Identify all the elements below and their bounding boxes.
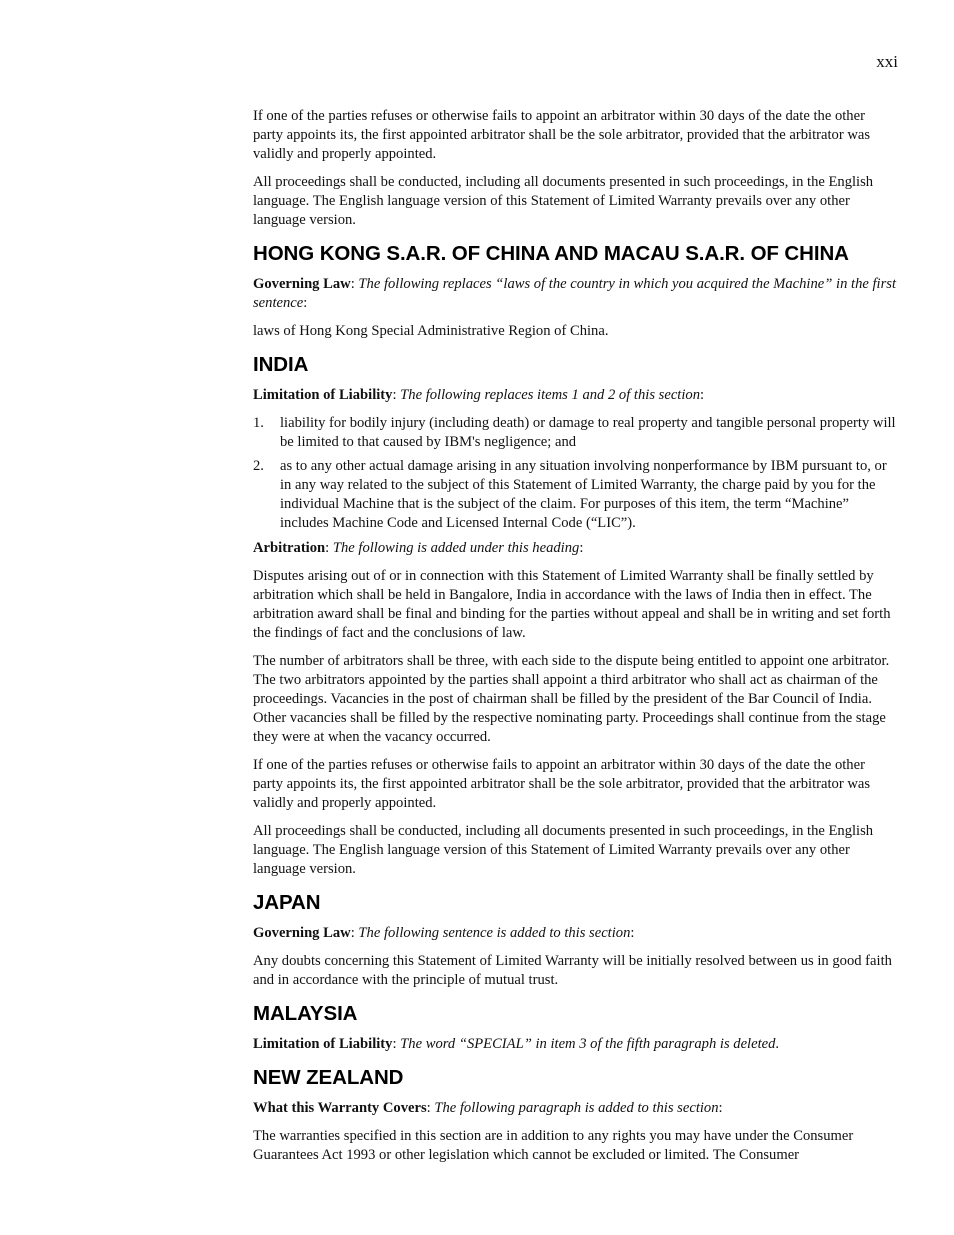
clause-separator: : — [392, 387, 401, 403]
clause-term: Limitation of Liability — [253, 1036, 393, 1052]
section-heading-malaysia: MALAYSIA — [253, 1002, 358, 1025]
paragraph: If one of the parties refuses or otherwise fails to appoint an arbitrator within 30 days of the date the other party appoints its, the first appointed arbitrator shall be the sole arbitrator, provided that the arbitrator was validly and properly appointed. — [253, 108, 871, 162]
clause-separator: : — [325, 540, 333, 556]
clause-note: The following replaces items 1 and 2 of this section — [400, 387, 700, 403]
clause-term: What this Warranty Covers — [253, 1100, 427, 1116]
list-item-number: 2. — [253, 458, 264, 474]
clause-note: The following is added under this heading — [332, 540, 580, 556]
paragraph: The warranties specified in this section are in addition to any rights you may have under the Consumer Guarantees Act 1993 or other legislation which cannot be excluded or limited. The Consumer — [253, 1128, 854, 1163]
section-heading-new-zealand: NEW ZEALAND — [253, 1066, 404, 1089]
paragraph: laws of Hong Kong Special Administrative Region of China. — [253, 323, 609, 339]
clause-term: Limitation of Liability — [253, 387, 393, 403]
clause-separator: : — [426, 1100, 435, 1116]
clause-end: : — [579, 540, 584, 556]
clause-note: The following replaces “laws of the country in which you acquired the Machine” in the first sentence — [253, 276, 897, 311]
clause-governing-law — [253, 924, 898, 943]
section-heading-japan: JAPAN — [253, 891, 321, 914]
clause-term: Governing Law — [253, 276, 351, 292]
section-heading-hong-kong: HONG KONG S.A.R. OF CHINA AND MACAU S.A.R. OF CHINA — [253, 242, 849, 265]
clause-end: : — [700, 387, 705, 403]
clause-term: Arbitration — [253, 540, 326, 556]
paragraph: Disputes arising out of or in connection with this Statement of Limited Warranty shall be finally settled by arbitration which shall be held in Bangalore, India in accordance with the laws of India then in effect. The arbitration award shall be final and binding for the parties without appeal and shall be in writing and set forth the findings of fact and the conclusions of law. — [253, 568, 891, 641]
list-item-number: 1. — [253, 415, 264, 431]
clause-governing-law — [253, 275, 898, 313]
clause-arbitration — [253, 539, 898, 558]
list-item-text: as to any other actual damage arising in any situation involving nonperformance by IBM pursuant to, or in any way related to the subject of this Statement of Limited Warranty, the charge paid by you for the individual Machine that is the subject of the claim. For purposes of this item, the term “Machine” includes Machine Code and Licensed Internal Code (“LIC”). — [280, 458, 887, 531]
clause-separator: : — [350, 276, 359, 292]
clause-end: : — [718, 1100, 723, 1116]
clause-note: The word “SPECIAL” in item 3 of the fifth paragraph is deleted — [400, 1036, 776, 1052]
paragraph: If one of the parties refuses or otherwise fails to appoint an arbitrator within 30 days of the date the other party appoints its, the first appointed arbitrator shall be the sole arbitrator, provided that the arbitrator was validly and properly appointed. — [253, 757, 871, 811]
clause-note: The following sentence is added to this section — [358, 925, 631, 941]
clause-limitation-of-liability — [253, 1035, 898, 1054]
numbered-list — [253, 414, 898, 533]
clause-end: : — [303, 295, 308, 311]
clause-end: . — [775, 1036, 780, 1052]
list-item-text: liability for bodily injury (including death) or damage to real property and tangible personal property will be limited to that caused by IBM's negligence; and — [280, 415, 896, 450]
clause-warranty-covers — [253, 1099, 898, 1118]
paragraph: All proceedings shall be conducted, including all documents presented in such proceedings, in the English language. The English language version of this Statement of Limited Warranty prevails over any other language version. — [253, 823, 874, 877]
clause-separator: : — [392, 1036, 401, 1052]
page-number: xxi — [876, 52, 898, 71]
list-item — [253, 457, 898, 533]
paragraph: Any doubts concerning this Statement of Limited Warranty will be initially resolved between us in good faith and in accordance with the principle of mutual trust. — [253, 953, 892, 988]
paragraph: All proceedings shall be conducted, including all documents presented in such proceedings, in the English language. The English language version of this Statement of Limited Warranty prevails over any other language version. — [253, 174, 874, 228]
list-item — [253, 414, 898, 452]
clause-end: : — [630, 925, 635, 941]
clause-note: The following paragraph is added to this section — [434, 1100, 719, 1116]
paragraph: The number of arbitrators shall be three, with each side to the dispute being entitled to appoint one arbitrator. The two arbitrators appointed by the parties shall appoint a third arbitrator who shall act as chairman of the proceedings. Vacancies in the post of chairman shall be filled by the president of the Bar Council of India. Other vacancies shall be filled by the respective nominating party. Proceedings shall continue from the stage they were at when the vacancy occurred. — [253, 653, 890, 745]
clause-term: Governing Law — [253, 925, 351, 941]
section-heading-india: INDIA — [253, 353, 309, 376]
clause-limitation-of-liability — [253, 386, 898, 405]
clause-separator: : — [350, 925, 359, 941]
document-body — [253, 107, 898, 1174]
